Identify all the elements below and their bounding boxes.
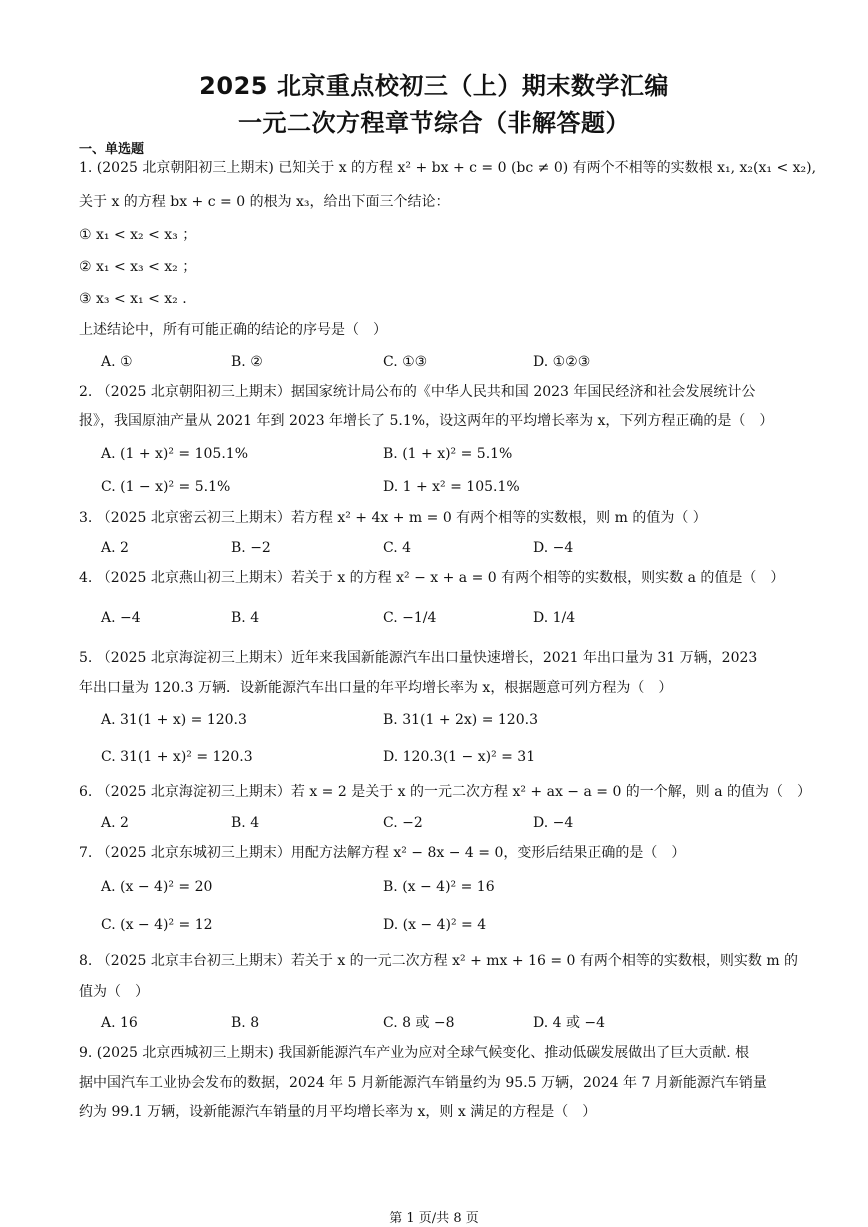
q5-option-d: D. 120.3(1 − x)² = 31 <box>383 749 536 765</box>
q4-option-c: C. −1/4 <box>383 610 437 626</box>
q4-line-1: 4. （2025 北京燕山初三上期末）若关于 x 的方程 x² − x + a = 0 有两个相等的实数根，则实数 a 的值是（ ） <box>79 570 785 586</box>
q1-option-b: B. ② <box>231 354 263 370</box>
q1-question: 上述结论中，所有可能正确的结论的序号是（ ） <box>79 322 387 338</box>
section-heading: 一、单选题 <box>79 142 145 157</box>
q9-line-1: 9. (2025 北京西城初三上期末) 我国新能源汽车产业为应对全球气候变化、推动低碳发展做出了巨大贡献. 根 <box>79 1045 750 1061</box>
q1-option-c: C. ①③ <box>383 354 428 370</box>
q4-option-a: A. −4 <box>101 610 141 626</box>
page-footer: 第 1 页/共 8 页 <box>389 1211 479 1226</box>
q5-line-1: 5. （2025 北京海淀初三上期末）近年来我国新能源汽车出口量快速增长，2021 年出口量为 31 万辆，2023 <box>79 650 758 666</box>
q7-option-a: A. (x − 4)² = 20 <box>101 879 213 895</box>
q1-conclusion-3: ③ x₃ < x₁ < x₂ . <box>79 291 187 307</box>
q8-option-d: D. 4 或 −4 <box>533 1015 606 1031</box>
q3-option-a: A. 2 <box>101 540 129 556</box>
q1-line-2: 关于 x 的方程 bx + c = 0 的根为 x₃，给出下面三个结论： <box>79 194 450 210</box>
q4-option-d: D. 1/4 <box>533 610 576 626</box>
q5-option-c: C. 31(1 + x)² = 120.3 <box>101 749 253 765</box>
q7-option-c: C. (x − 4)² = 12 <box>101 917 213 933</box>
q6-line-1: 6. （2025 北京海淀初三上期末）若 x = 2 是关于 x 的一元二次方程 x² + ax − a = 0 的一个解，则 a 的值为（ ） <box>79 784 812 800</box>
q5-line-2: 年出口量为 120.3 万辆．设新能源汽车出口量的年平均增长率为 x，根据题意可列方程为（ ） <box>79 680 673 696</box>
q7-line-1: 7. （2025 北京东城初三上期末）用配方法解方程 x² − 8x − 4 = 0，变形后结果正确的是（ ） <box>79 845 686 861</box>
q6-option-c: C. −2 <box>383 815 423 831</box>
q3-option-d: D. −4 <box>533 540 574 556</box>
q6-option-b: B. 4 <box>231 815 260 831</box>
q8-line-2: 值为（ ） <box>79 984 149 1000</box>
q6-option-d: D. −4 <box>533 815 574 831</box>
q8-option-b: B. 8 <box>231 1015 260 1031</box>
q3-option-c: C. 4 <box>383 540 412 556</box>
doc-title-line2: 一元二次方程章节综合（非解答题） <box>238 109 630 137</box>
q2-option-d: D. 1 + x² = 105.1% <box>383 479 520 495</box>
q1-line-1: 1. (2025 北京朝阳初三上期末) 已知关于 x 的方程 x² + bx + c = 0 (bc ≠ 0) 有两个不相等的实数根 x₁, x₂(x₁ < x₂), <box>79 160 817 176</box>
q8-option-a: A. 16 <box>101 1015 138 1031</box>
q2-option-c: C. (1 − x)² = 5.1% <box>101 479 231 495</box>
q8-line-1: 8. （2025 北京丰台初三上期末）若关于 x 的一元二次方程 x² + mx + 16 = 0 有两个相等的实数根，则实数 m 的 <box>79 953 799 969</box>
q2-option-b: B. (1 + x)² = 5.1% <box>383 446 513 462</box>
q5-option-b: B. 31(1 + 2x) = 120.3 <box>383 712 538 728</box>
doc-title-line1: 2025 北京重点校初三（上）期末数学汇编 <box>199 72 669 100</box>
q9-line-3: 约为 99.1 万辆，设新能源汽车销量的月平均增长率为 x，则 x 满足的方程是（ ） <box>79 1104 597 1120</box>
q3-option-b: B. −2 <box>231 540 271 556</box>
q1-conclusion-2: ② x₁ < x₃ < x₂ ； <box>79 259 197 275</box>
q1-conclusion-1: ① x₁ < x₂ < x₃ ； <box>79 227 197 243</box>
q7-option-b: B. (x − 4)² = 16 <box>383 879 495 895</box>
q2-option-a: A. (1 + x)² = 105.1% <box>101 446 248 462</box>
q3-line-1: 3. （2025 北京密云初三上期末）若方程 x² + 4x + m = 0 有两个相等的实数根，则 m 的值为（ ） <box>79 510 707 526</box>
q1-option-a: A. ① <box>101 354 133 370</box>
q5-option-a: A. 31(1 + x) = 120.3 <box>101 712 247 728</box>
q8-option-c: C. 8 或 −8 <box>383 1015 455 1031</box>
q2-line-1: 2. （2025 北京朝阳初三上期末）据国家统计局公布的《中华人民共和国 2023 年国民经济和社会发展统计公 <box>79 384 756 400</box>
q9-line-2: 据中国汽车工业协会发布的数据，2024 年 5 月新能源汽车销量约为 95.5 万辆，2024 年 7 月新能源汽车销量 <box>79 1075 767 1091</box>
q6-option-a: A. 2 <box>101 815 129 831</box>
q2-line-2: 报》，我国原油产量从 2021 年到 2023 年增长了 5.1%，设这两年的平均增长率为 x，下列方程正确的是（ ） <box>79 413 774 429</box>
q4-option-b: B. 4 <box>231 610 260 626</box>
q7-option-d: D. (x − 4)² = 4 <box>383 917 487 933</box>
q1-option-d: D. ①②③ <box>533 354 591 370</box>
